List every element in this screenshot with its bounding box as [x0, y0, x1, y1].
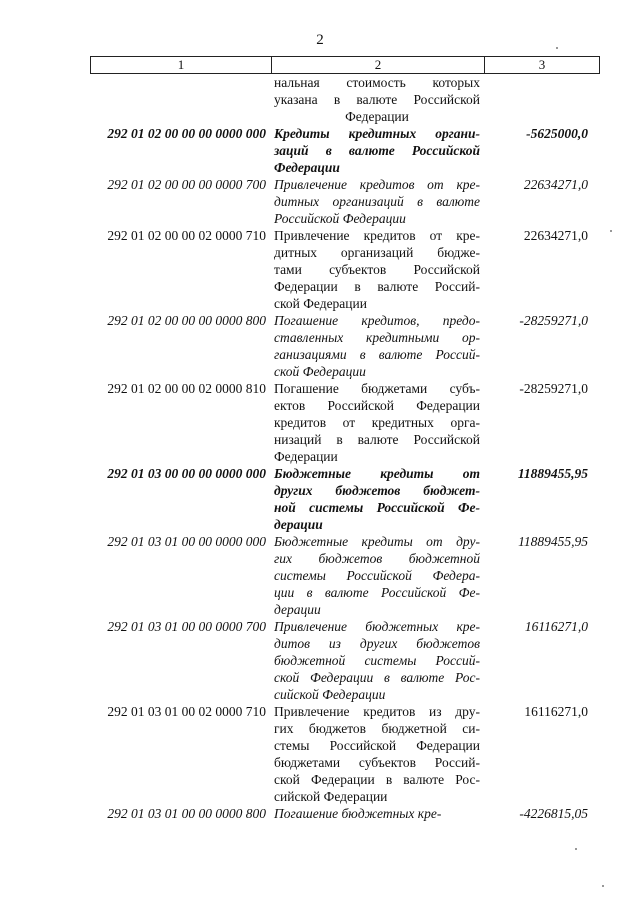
row-amount: -4226815,05: [519, 806, 588, 821]
description-line: стемы Российской Федерации: [274, 738, 480, 753]
row-description: [274, 533, 480, 618]
description-line: системы Российской Федера-: [274, 568, 480, 583]
description-line: Привлечение бюджетных кре-: [274, 619, 480, 634]
description-line: Федерации: [345, 109, 409, 124]
description-line: указана в валюте Российской: [274, 92, 480, 107]
table-row: [0, 618, 640, 703]
description-line: Бюджетные кредиты от: [274, 466, 480, 481]
description-line: Погашение бюджетами субъ-: [274, 381, 480, 396]
row-amount: 22634271,0: [523, 228, 588, 243]
header-col-2: 2: [272, 57, 485, 73]
row-code: 292 01 03 01 00 00 0000 700: [107, 619, 266, 634]
row-code: 292 01 03 00 00 00 0000 000: [107, 466, 266, 481]
description-line: Привлечение кредитов от кре-: [274, 228, 480, 243]
description-line: ской Федерации в валюте Рос-: [274, 670, 480, 685]
row-code: 292 01 02 00 00 00 0000 000: [107, 126, 266, 141]
description-line: Российской Федерации: [274, 211, 406, 226]
row-amount: 11889455,95: [518, 534, 588, 549]
description-line: дерации: [274, 517, 323, 532]
description-line: гих бюджетов бюджетной си-: [274, 721, 480, 736]
description-line: Привлечение кредитов из дру-: [274, 704, 480, 719]
table-row: [0, 74, 640, 125]
description-line: нальная стоимость которых: [274, 75, 480, 90]
table-body: [0, 74, 640, 822]
row-amount: -5625000,0: [526, 126, 588, 141]
table-header: [90, 56, 600, 74]
description-line: тами субъектов Российской: [274, 262, 480, 277]
row-description: [274, 703, 480, 805]
scan-speck: [556, 47, 558, 49]
row-description: [274, 465, 480, 533]
table-row: [0, 533, 640, 618]
row-description: [274, 176, 480, 227]
table-row: [0, 380, 640, 465]
row-amount: -28259271,0: [519, 381, 588, 396]
row-code: 292 01 02 00 00 02 0000 810: [107, 381, 266, 396]
description-line: ставленных кредитными ор-: [274, 330, 480, 345]
description-line: дитных организаций в валюте: [274, 194, 480, 209]
table-row: [0, 176, 640, 227]
description-line: сийской Федерации: [274, 687, 386, 702]
scan-speck: [575, 848, 577, 850]
row-description: [274, 227, 480, 312]
description-line: бюджетами субъектов Россий-: [274, 755, 480, 770]
row-amount: -28259271,0: [519, 313, 588, 328]
description-line: ской Федерации: [274, 364, 366, 379]
description-line: Бюджетные кредиты от дру-: [274, 534, 480, 549]
description-line: ции в валюте Российской Фе-: [274, 585, 480, 600]
row-amount: 16116271,0: [524, 619, 588, 634]
description-line: дитов из других бюджетов: [274, 636, 480, 651]
row-code: 292 01 02 00 00 00 0000 700: [107, 177, 266, 192]
table-row: [0, 465, 640, 533]
description-line: Федерации: [274, 160, 340, 175]
description-line: ектов Российской Федерации: [274, 398, 480, 413]
table-row: [0, 125, 640, 176]
description-line: Привлечение кредитов от кре-: [274, 177, 480, 192]
table-row: [0, 805, 640, 822]
row-code: [0, 74, 270, 125]
description-line: ной системы Российской Фе-: [274, 500, 480, 515]
description-line: бюджетной системы Россий-: [274, 653, 480, 668]
scan-speck: [602, 885, 604, 887]
table-row: [0, 227, 640, 312]
header-col-1: 1: [91, 57, 272, 73]
description-line: Федерации в валюте Россий-: [274, 279, 480, 294]
description-line: Федерации: [274, 449, 338, 464]
description-line: Кредиты кредитных органи-: [274, 126, 480, 141]
header-col-3: 3: [538, 57, 546, 72]
description-line: заций в валюте Российской: [274, 143, 480, 158]
description-line: ганизациями в валюте Россий-: [274, 347, 480, 362]
row-code: 292 01 03 01 00 00 0000 000: [107, 534, 266, 549]
row-amount: 11889455,95: [517, 466, 588, 481]
row-description: [274, 805, 480, 822]
description-line: других бюджетов бюджет-: [274, 483, 480, 498]
page-number: 2: [316, 32, 324, 48]
row-description: [274, 125, 480, 176]
row-code: 292 01 03 01 00 02 0000 710: [107, 704, 266, 719]
row-code: 292 01 03 01 00 00 0000 800: [107, 806, 266, 821]
row-amount: 22634271,0: [523, 177, 588, 192]
row-description: [274, 74, 480, 125]
description-line: дерации: [274, 602, 321, 617]
description-line: низаций в валюте Российской: [274, 432, 480, 447]
row-code: 292 01 02 00 00 00 0000 800: [107, 313, 266, 328]
table-row: [0, 703, 640, 805]
description-line: кредитов от кредитных орга-: [274, 415, 480, 430]
description-line: Погашение бюджетных кре-: [274, 806, 442, 821]
description-line: Погашение кредитов, предо-: [274, 313, 480, 328]
row-code: 292 01 02 00 00 02 0000 710: [107, 228, 266, 243]
scan-speck: [610, 230, 612, 232]
description-line: дитных организаций бюдже-: [274, 245, 480, 260]
row-description: [274, 312, 480, 380]
table-row: [0, 312, 640, 380]
row-description: [274, 618, 480, 703]
description-line: ской Федерации в валюте Рос-: [274, 772, 480, 787]
row-amount: 16116271,0: [524, 704, 588, 719]
description-line: сийской Федерации: [274, 789, 388, 804]
description-line: ской Федерации: [274, 296, 367, 311]
description-line: гих бюджетов бюджетной: [274, 551, 480, 566]
row-description: [274, 380, 480, 465]
row-amount: [480, 74, 598, 125]
